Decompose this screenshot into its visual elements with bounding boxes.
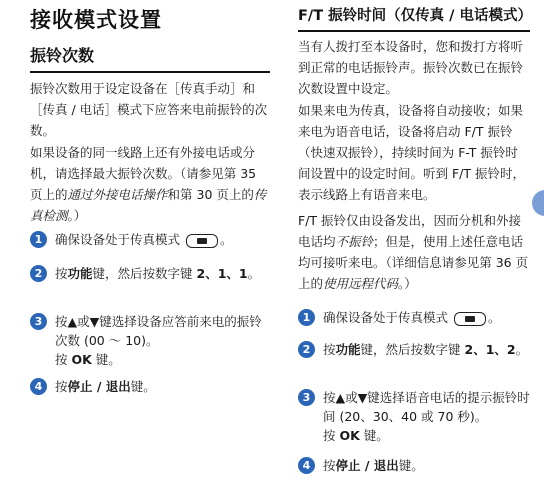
ft-behaviour: 如果来电为传真，设备将自动接收；如果来电为语音电话，设备将启动 F/T 振铃（快速双振铃），持续时间为 F-T 振铃时间设置中的设定时间。听到 F/T 振铃时，表示线路上有语音来电。 [298,103,525,202]
left-step-4: 4 按停止 / 退出键。 [30,377,270,396]
left-step-2: 2 按功能键，然后按数字键 2、1、1。 [30,264,270,283]
chapter-tab [532,190,544,216]
right-step-2: 2 按功能键，然后按数字键 2、1、2。 [298,340,530,359]
right-step-4: 4 按停止 / 退出键。 [298,456,530,475]
step-number: 3 [30,313,47,330]
step-number: 2 [298,341,315,358]
step-number: 1 [298,309,315,326]
section-heading-ring-delay: 振铃次数 [30,43,270,73]
step-number: 3 [298,389,315,406]
step-number: 4 [30,378,47,395]
ring-delay-intro: 振铃次数用于设定设备在［传真手动］和［传真 / 电话］模式下应答来电前振铃的次数。 [30,81,268,138]
ft-intro: 当有人拨打至本设备时，您和拨打方将听到正常的电话振铃声。振铃次数已在振铃次数设置中设定。 [298,39,524,96]
left-step-1: 1 确保设备处于传真模式 。 [30,230,270,249]
step-number: 2 [30,265,47,282]
fax-button-icon [186,234,218,248]
step-number: 1 [30,231,47,248]
right-step-3: 3 按▲或▼键选择语音电话的提示振铃时间 (20、30、40 或 70 秒)。 按 OK 键。 [298,388,530,445]
ft-note: F/T 振铃仅由设备发出，因而分机和外接电话均不振铃；但是，使用上述任意电话均可接听来电。（详细信息请参见第 36 页上的使用远程代码。） [298,213,529,291]
section-heading-ft-ring: F/T 振铃时间（仅传真 / 电话模式） [298,4,530,32]
right-step-1: 1 确保设备处于传真模式 。 [298,308,530,327]
link-fax-detect[interactable]: 传真检测 [30,187,267,223]
step-number: 4 [298,457,315,474]
page-title: 接收模式设置 [30,8,162,32]
ring-delay-note: 如果设备的同一线路上还有外接电话或分机，请选择最大振铃次数。（请参见第 35 页上的通过外接电话操作和第 30 页上的传真检测。） [30,145,267,223]
link-external-phone[interactable]: 通过外接电话操作 [67,187,168,202]
link-remote-code[interactable]: 使用远程代码 [323,276,399,291]
fax-button-icon [454,312,486,326]
left-step-3: 3 按▲或▼键选择设备应答前来电的振铃次数 (00 ～ 10)。 按 OK 键。 [30,312,270,369]
